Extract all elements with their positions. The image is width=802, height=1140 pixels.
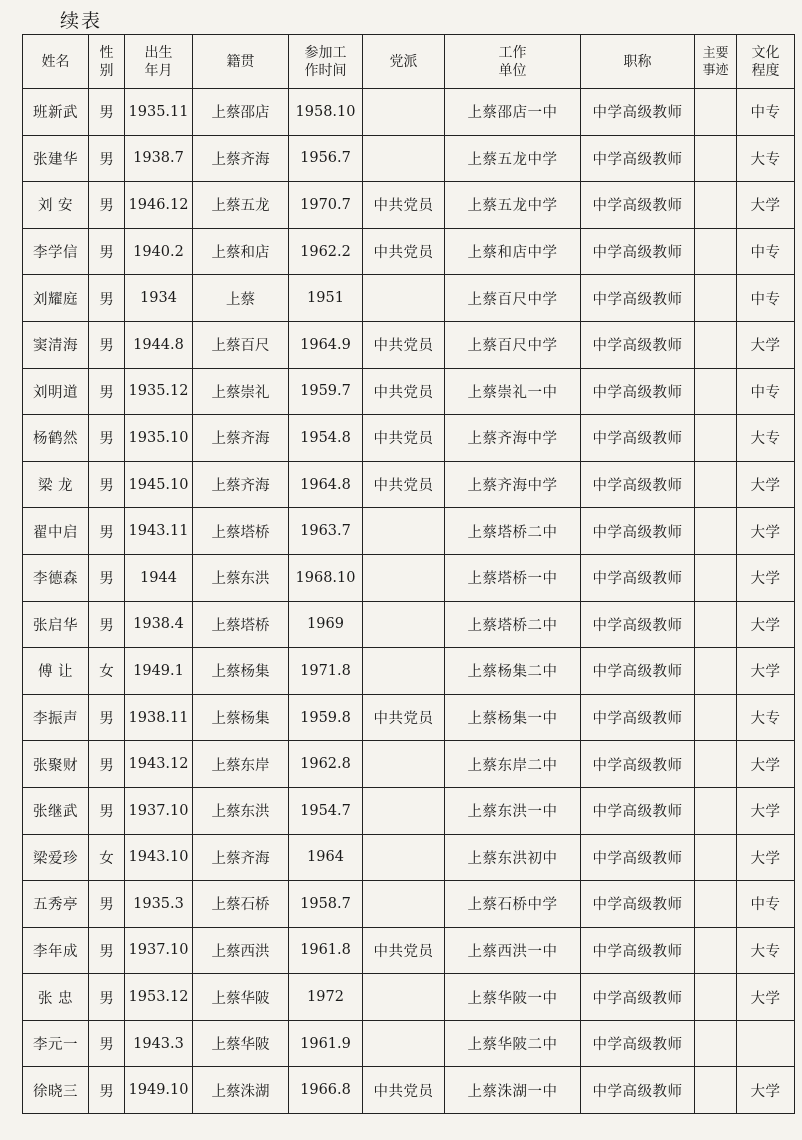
- table-row: [23, 415, 795, 462]
- cell-unit: 上蔡塔桥二中: [445, 508, 581, 555]
- cell-deeds: [695, 89, 737, 136]
- cell-deeds: [695, 927, 737, 974]
- cell-name: 张聚财: [23, 741, 89, 788]
- cell-unit: 上蔡五龙中学: [445, 182, 581, 229]
- table-row: [23, 741, 795, 788]
- cell-unit: 上蔡东洪初中: [445, 834, 581, 881]
- cell-gender: 女: [89, 648, 125, 695]
- cell-start: 1962.2: [289, 228, 363, 275]
- cell-edu: [737, 1020, 795, 1067]
- cell-party: [363, 648, 445, 695]
- cell-party: 中共党员: [363, 1067, 445, 1114]
- cell-title: 中学高级教师: [581, 368, 695, 415]
- table-row: [23, 461, 795, 508]
- cell-native: 上蔡石桥: [193, 881, 289, 928]
- cell-native: 上蔡齐海: [193, 135, 289, 182]
- cell-native: 上蔡华陂: [193, 974, 289, 1021]
- cell-start: 1954.8: [289, 415, 363, 462]
- cell-gender: 男: [89, 461, 125, 508]
- cell-name: 徐晓三: [23, 1067, 89, 1114]
- cell-gender: 男: [89, 554, 125, 601]
- cell-name: 五秀亭: [23, 881, 89, 928]
- cell-gender: 男: [89, 694, 125, 741]
- cell-gender: 女: [89, 834, 125, 881]
- cell-party: 中共党员: [363, 694, 445, 741]
- cell-name: 傅 让: [23, 648, 89, 695]
- table-row: [23, 881, 795, 928]
- cell-title: 中学高级教师: [581, 927, 695, 974]
- cell-party: [363, 1020, 445, 1067]
- cell-gender: 男: [89, 974, 125, 1021]
- cell-edu: 大专: [737, 135, 795, 182]
- cell-deeds: [695, 974, 737, 1021]
- header-native: 籍贯: [193, 35, 289, 89]
- cell-start: 1956.7: [289, 135, 363, 182]
- cell-deeds: [695, 508, 737, 555]
- table-row: [23, 89, 795, 136]
- cell-party: 中共党员: [363, 461, 445, 508]
- cell-name: 张启华: [23, 601, 89, 648]
- cell-title: 中学高级教师: [581, 741, 695, 788]
- cell-native: 上蔡齐海: [193, 834, 289, 881]
- cell-gender: 男: [89, 1067, 125, 1114]
- cell-birth: 1946.12: [125, 182, 193, 229]
- table-row: [23, 974, 795, 1021]
- cell-edu: 大学: [737, 834, 795, 881]
- cell-title: 中学高级教师: [581, 974, 695, 1021]
- cell-title: 中学高级教师: [581, 89, 695, 136]
- cell-unit: 上蔡东洪一中: [445, 787, 581, 834]
- cell-edu: 大学: [737, 787, 795, 834]
- cell-native: 上蔡东洪: [193, 554, 289, 601]
- cell-title: 中学高级教师: [581, 228, 695, 275]
- cell-native: 上蔡东岸: [193, 741, 289, 788]
- cell-deeds: [695, 135, 737, 182]
- cell-gender: 男: [89, 415, 125, 462]
- table-row: [23, 508, 795, 555]
- cell-name: 张继武: [23, 787, 89, 834]
- cell-title: 中学高级教师: [581, 1020, 695, 1067]
- cell-title: 中学高级教师: [581, 275, 695, 322]
- table-row: [23, 834, 795, 881]
- cell-birth: 1944: [125, 554, 193, 601]
- cell-name: 李振声: [23, 694, 89, 741]
- cell-start: 1958.10: [289, 89, 363, 136]
- cell-party: [363, 89, 445, 136]
- cell-start: 1964.8: [289, 461, 363, 508]
- cell-native: 上蔡杨集: [193, 648, 289, 695]
- cell-unit: 上蔡塔桥二中: [445, 601, 581, 648]
- cell-native: 上蔡杨集: [193, 694, 289, 741]
- cell-party: 中共党员: [363, 368, 445, 415]
- cell-unit: 上蔡洙湖一中: [445, 1067, 581, 1114]
- table-row: [23, 554, 795, 601]
- cell-title: 中学高级教师: [581, 508, 695, 555]
- cell-party: [363, 834, 445, 881]
- cell-edu: 中专: [737, 228, 795, 275]
- cell-deeds: [695, 461, 737, 508]
- cell-name: 翟中启: [23, 508, 89, 555]
- cell-edu: 中专: [737, 881, 795, 928]
- cell-gender: 男: [89, 182, 125, 229]
- cell-native: 上蔡华陂: [193, 1020, 289, 1067]
- cell-name: 杨鹤然: [23, 415, 89, 462]
- cell-name: 刘明道: [23, 368, 89, 415]
- cell-party: [363, 135, 445, 182]
- cell-gender: 男: [89, 135, 125, 182]
- cell-gender: 男: [89, 321, 125, 368]
- cell-gender: 男: [89, 275, 125, 322]
- table-row: [23, 368, 795, 415]
- cell-edu: 大学: [737, 741, 795, 788]
- cell-birth: 1934: [125, 275, 193, 322]
- cell-edu: 大专: [737, 694, 795, 741]
- cell-unit: 上蔡五龙中学: [445, 135, 581, 182]
- cell-native: 上蔡齐海: [193, 415, 289, 462]
- header-gender: 性 别: [89, 35, 125, 89]
- table-row: [23, 1067, 795, 1114]
- cell-gender: 男: [89, 881, 125, 928]
- cell-native: 上蔡齐海: [193, 461, 289, 508]
- cell-native: 上蔡塔桥: [193, 601, 289, 648]
- cell-deeds: [695, 834, 737, 881]
- header-unit: 工作 单位: [445, 35, 581, 89]
- cell-unit: 上蔡崇礼一中: [445, 368, 581, 415]
- cell-start: 1951: [289, 275, 363, 322]
- cell-name: 李元一: [23, 1020, 89, 1067]
- cell-start: 1970.7: [289, 182, 363, 229]
- cell-deeds: [695, 368, 737, 415]
- cell-birth: 1943.10: [125, 834, 193, 881]
- cell-unit: 上蔡齐海中学: [445, 415, 581, 462]
- table-row: [23, 927, 795, 974]
- cell-birth: 1943.12: [125, 741, 193, 788]
- cell-start: 1971.8: [289, 648, 363, 695]
- cell-start: 1966.8: [289, 1067, 363, 1114]
- cell-birth: 1935.3: [125, 881, 193, 928]
- cell-title: 中学高级教师: [581, 694, 695, 741]
- cell-party: [363, 974, 445, 1021]
- cell-deeds: [695, 321, 737, 368]
- cell-gender: 男: [89, 741, 125, 788]
- cell-unit: 上蔡杨集二中: [445, 648, 581, 695]
- cell-birth: 1938.7: [125, 135, 193, 182]
- cell-deeds: [695, 1067, 737, 1114]
- cell-edu: 大学: [737, 321, 795, 368]
- cell-edu: 大学: [737, 974, 795, 1021]
- table-row: [23, 694, 795, 741]
- header-row: [23, 35, 795, 89]
- cell-start: 1964.9: [289, 321, 363, 368]
- cell-edu: 大学: [737, 508, 795, 555]
- cell-birth: 1953.12: [125, 974, 193, 1021]
- cell-birth: 1949.1: [125, 648, 193, 695]
- cell-title: 中学高级教师: [581, 1067, 695, 1114]
- cell-party: [363, 601, 445, 648]
- cell-start: 1962.8: [289, 741, 363, 788]
- cell-birth: 1938.11: [125, 694, 193, 741]
- cell-birth: 1935.12: [125, 368, 193, 415]
- cell-name: 梁 龙: [23, 461, 89, 508]
- table-body: [23, 89, 795, 1114]
- cell-unit: 上蔡塔桥一中: [445, 554, 581, 601]
- cell-native: 上蔡: [193, 275, 289, 322]
- cell-title: 中学高级教师: [581, 135, 695, 182]
- cell-party: 中共党员: [363, 321, 445, 368]
- cell-start: 1968.10: [289, 554, 363, 601]
- table-row: [23, 228, 795, 275]
- cell-native: 上蔡崇礼: [193, 368, 289, 415]
- cell-title: 中学高级教师: [581, 601, 695, 648]
- cell-party: [363, 881, 445, 928]
- cell-birth: 1938.4: [125, 601, 193, 648]
- cell-unit: 上蔡百尺中学: [445, 275, 581, 322]
- cell-unit: 上蔡百尺中学: [445, 321, 581, 368]
- cell-unit: 上蔡齐海中学: [445, 461, 581, 508]
- cell-title: 中学高级教师: [581, 461, 695, 508]
- cell-unit: 上蔡和店中学: [445, 228, 581, 275]
- cell-unit: 上蔡石桥中学: [445, 881, 581, 928]
- cell-edu: 中专: [737, 368, 795, 415]
- header-start: 参加工 作时间: [289, 35, 363, 89]
- cell-title: 中学高级教师: [581, 182, 695, 229]
- cell-edu: 大学: [737, 554, 795, 601]
- header-name: 姓名: [23, 35, 89, 89]
- table-row: [23, 601, 795, 648]
- cell-deeds: [695, 787, 737, 834]
- cell-name: 刘 安: [23, 182, 89, 229]
- header-party: 党派: [363, 35, 445, 89]
- cell-unit: 上蔡杨集一中: [445, 694, 581, 741]
- cell-native: 上蔡洙湖: [193, 1067, 289, 1114]
- cell-party: [363, 554, 445, 601]
- cell-birth: 1935.11: [125, 89, 193, 136]
- cell-party: 中共党员: [363, 927, 445, 974]
- cell-name: 窦清海: [23, 321, 89, 368]
- cell-gender: 男: [89, 787, 125, 834]
- cell-gender: 男: [89, 89, 125, 136]
- cell-name: 李学信: [23, 228, 89, 275]
- cell-party: [363, 508, 445, 555]
- cell-party: 中共党员: [363, 182, 445, 229]
- cell-name: 刘耀庭: [23, 275, 89, 322]
- cell-name: 梁爱珍: [23, 834, 89, 881]
- cell-unit: 上蔡邵店一中: [445, 89, 581, 136]
- header-edu: 文化 程度: [737, 35, 795, 89]
- cell-name: 张 忠: [23, 974, 89, 1021]
- cell-start: 1961.9: [289, 1020, 363, 1067]
- cell-start: 1959.8: [289, 694, 363, 741]
- cell-gender: 男: [89, 368, 125, 415]
- cell-title: 中学高级教师: [581, 648, 695, 695]
- cell-edu: 大专: [737, 927, 795, 974]
- cell-deeds: [695, 182, 737, 229]
- cell-party: [363, 787, 445, 834]
- cell-unit: 上蔡西洪一中: [445, 927, 581, 974]
- cell-start: 1954.7: [289, 787, 363, 834]
- cell-native: 上蔡五龙: [193, 182, 289, 229]
- cell-title: 中学高级教师: [581, 787, 695, 834]
- cell-start: 1958.7: [289, 881, 363, 928]
- cell-birth: 1937.10: [125, 927, 193, 974]
- cell-start: 1964: [289, 834, 363, 881]
- cell-title: 中学高级教师: [581, 881, 695, 928]
- page-title: 续表: [60, 10, 103, 32]
- cell-start: 1961.8: [289, 927, 363, 974]
- table-row: [23, 135, 795, 182]
- cell-deeds: [695, 601, 737, 648]
- cell-birth: 1945.10: [125, 461, 193, 508]
- cell-start: 1959.7: [289, 368, 363, 415]
- cell-edu: 大学: [737, 182, 795, 229]
- cell-name: 李德森: [23, 554, 89, 601]
- cell-unit: 上蔡华陂二中: [445, 1020, 581, 1067]
- cell-deeds: [695, 228, 737, 275]
- cell-title: 中学高级教师: [581, 834, 695, 881]
- cell-deeds: [695, 275, 737, 322]
- cell-gender: 男: [89, 508, 125, 555]
- header-deeds: 主要 事迹: [695, 35, 737, 89]
- cell-native: 上蔡邵店: [193, 89, 289, 136]
- cell-birth: 1943.3: [125, 1020, 193, 1067]
- cell-deeds: [695, 554, 737, 601]
- cell-unit: 上蔡东岸二中: [445, 741, 581, 788]
- cell-gender: 男: [89, 1020, 125, 1067]
- cell-edu: 大学: [737, 648, 795, 695]
- cell-deeds: [695, 415, 737, 462]
- cell-name: 李年成: [23, 927, 89, 974]
- cell-party: 中共党员: [363, 415, 445, 462]
- cell-start: 1969: [289, 601, 363, 648]
- cell-deeds: [695, 741, 737, 788]
- cell-start: 1963.7: [289, 508, 363, 555]
- cell-birth: 1935.10: [125, 415, 193, 462]
- cell-deeds: [695, 694, 737, 741]
- table-row: [23, 275, 795, 322]
- cell-gender: 男: [89, 601, 125, 648]
- cell-name: 张建华: [23, 135, 89, 182]
- cell-native: 上蔡东洪: [193, 787, 289, 834]
- table-row: [23, 1020, 795, 1067]
- cell-name: 班新武: [23, 89, 89, 136]
- cell-deeds: [695, 881, 737, 928]
- cell-title: 中学高级教师: [581, 321, 695, 368]
- cell-gender: 男: [89, 228, 125, 275]
- table-row: [23, 787, 795, 834]
- cell-edu: 中专: [737, 275, 795, 322]
- cell-edu: 大专: [737, 415, 795, 462]
- cell-start: 1972: [289, 974, 363, 1021]
- table-row: [23, 182, 795, 229]
- cell-birth: 1949.10: [125, 1067, 193, 1114]
- cell-party: [363, 741, 445, 788]
- header-birth: 出生 年月: [125, 35, 193, 89]
- cell-birth: 1944.8: [125, 321, 193, 368]
- cell-native: 上蔡百尺: [193, 321, 289, 368]
- personnel-table: [22, 34, 795, 1114]
- table-row: [23, 321, 795, 368]
- cell-native: 上蔡西洪: [193, 927, 289, 974]
- cell-party: 中共党员: [363, 228, 445, 275]
- cell-birth: 1943.11: [125, 508, 193, 555]
- cell-edu: 大学: [737, 601, 795, 648]
- cell-birth: 1937.10: [125, 787, 193, 834]
- cell-party: [363, 275, 445, 322]
- cell-edu: 中专: [737, 89, 795, 136]
- cell-gender: 男: [89, 927, 125, 974]
- cell-edu: 大学: [737, 1067, 795, 1114]
- cell-deeds: [695, 648, 737, 695]
- cell-title: 中学高级教师: [581, 415, 695, 462]
- cell-birth: 1940.2: [125, 228, 193, 275]
- cell-native: 上蔡和店: [193, 228, 289, 275]
- cell-title: 中学高级教师: [581, 554, 695, 601]
- cell-edu: 大学: [737, 461, 795, 508]
- table-row: [23, 648, 795, 695]
- cell-native: 上蔡塔桥: [193, 508, 289, 555]
- cell-unit: 上蔡华陂一中: [445, 974, 581, 1021]
- cell-deeds: [695, 1020, 737, 1067]
- header-title: 职称: [581, 35, 695, 89]
